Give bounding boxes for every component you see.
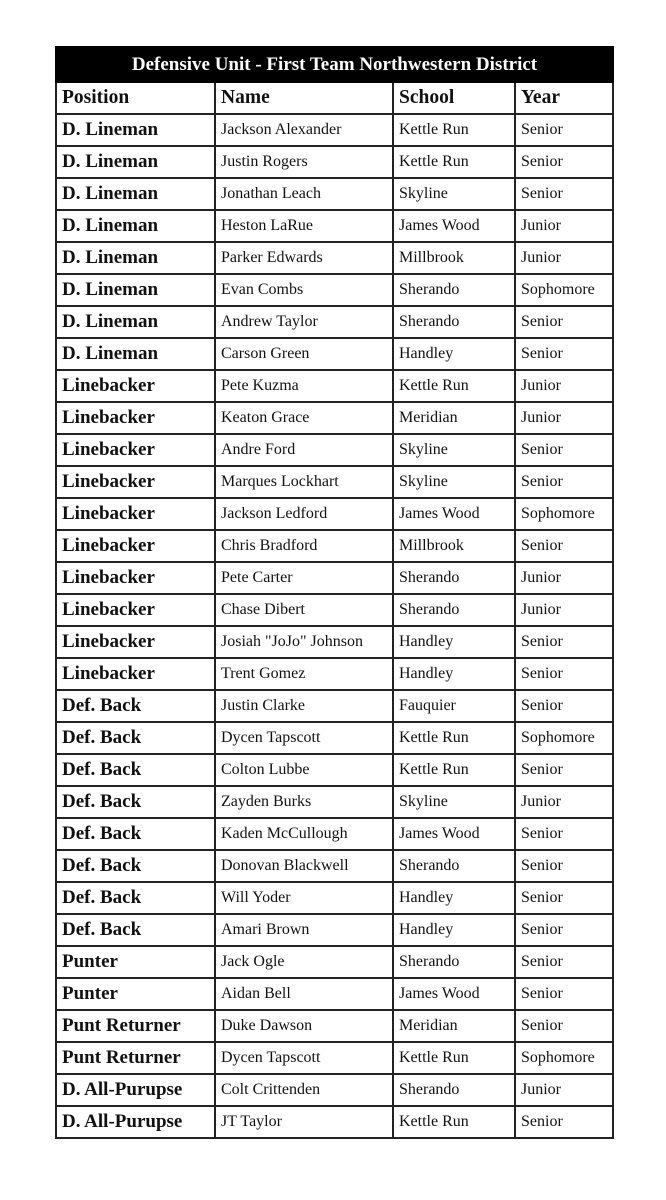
cell-name: Carson Green (215, 338, 393, 370)
cell-name: Pete Kuzma (215, 370, 393, 402)
cell-school: James Wood (393, 498, 515, 530)
table-row (56, 658, 613, 690)
cell-position: D. Lineman (56, 306, 215, 338)
cell-position: Punt Returner (56, 1010, 215, 1042)
cell-year: Sophomore (515, 722, 613, 754)
cell-school: Skyline (393, 466, 515, 498)
table-row (56, 850, 613, 882)
cell-school: Kettle Run (393, 722, 515, 754)
cell-position: Linebacker (56, 626, 215, 658)
cell-school: Handley (393, 914, 515, 946)
cell-year: Senior (515, 338, 613, 370)
cell-year: Junior (515, 402, 613, 434)
cell-year: Junior (515, 594, 613, 626)
cell-position: Punter (56, 946, 215, 978)
table-row (56, 882, 613, 914)
cell-position: Linebacker (56, 658, 215, 690)
table-row (56, 690, 613, 722)
cell-school: Handley (393, 882, 515, 914)
table-row (56, 594, 613, 626)
cell-school: Handley (393, 626, 515, 658)
cell-name: Trent Gomez (215, 658, 393, 690)
cell-name: Andre Ford (215, 434, 393, 466)
cell-year: Senior (515, 114, 613, 146)
cell-name: Aidan Bell (215, 978, 393, 1010)
table-row (56, 562, 613, 594)
cell-year: Senior (515, 658, 613, 690)
cell-position: D. All-Purupse (56, 1106, 215, 1138)
cell-position: Linebacker (56, 594, 215, 626)
cell-year: Senior (515, 466, 613, 498)
cell-position: D. Lineman (56, 338, 215, 370)
cell-year: Sophomore (515, 274, 613, 306)
cell-name: JT Taylor (215, 1106, 393, 1138)
cell-name: Evan Combs (215, 274, 393, 306)
table-row (56, 1106, 613, 1138)
cell-position: Def. Back (56, 882, 215, 914)
table-row (56, 434, 613, 466)
title-row (56, 47, 613, 82)
cell-position: Def. Back (56, 690, 215, 722)
cell-year: Sophomore (515, 1042, 613, 1074)
cell-year: Junior (515, 1074, 613, 1106)
table-row (56, 306, 613, 338)
cell-position: Def. Back (56, 786, 215, 818)
cell-year: Senior (515, 434, 613, 466)
table-row (56, 1010, 613, 1042)
table-row (56, 530, 613, 562)
table-row (56, 370, 613, 402)
cell-name: Donovan Blackwell (215, 850, 393, 882)
header-position: Position (56, 82, 215, 114)
roster-table (55, 46, 614, 1139)
cell-name: Colt Crittenden (215, 1074, 393, 1106)
cell-name: Josiah "JoJo" Johnson (215, 626, 393, 658)
table-row (56, 786, 613, 818)
table-row (56, 466, 613, 498)
table-row (56, 146, 613, 178)
cell-school: Sherando (393, 562, 515, 594)
cell-school: Sherando (393, 946, 515, 978)
cell-year: Senior (515, 178, 613, 210)
cell-school: Kettle Run (393, 146, 515, 178)
cell-school: Sherando (393, 1074, 515, 1106)
cell-school: Kettle Run (393, 114, 515, 146)
cell-year: Senior (515, 690, 613, 722)
cell-position: Def. Back (56, 818, 215, 850)
cell-year: Junior (515, 370, 613, 402)
table-row (56, 1042, 613, 1074)
cell-school: James Wood (393, 210, 515, 242)
table-row (56, 402, 613, 434)
cell-school: James Wood (393, 818, 515, 850)
cell-school: Skyline (393, 434, 515, 466)
cell-year: Junior (515, 242, 613, 274)
cell-year: Senior (515, 946, 613, 978)
cell-school: Skyline (393, 178, 515, 210)
cell-name: Parker Edwards (215, 242, 393, 274)
cell-name: Kaden McCullough (215, 818, 393, 850)
cell-year: Junior (515, 786, 613, 818)
header-year: Year (515, 82, 613, 114)
table-row (56, 1074, 613, 1106)
cell-school: Kettle Run (393, 1042, 515, 1074)
cell-position: D. Lineman (56, 178, 215, 210)
cell-name: Dycen Tapscott (215, 1042, 393, 1074)
table-row (56, 498, 613, 530)
cell-year: Senior (515, 146, 613, 178)
cell-school: Handley (393, 658, 515, 690)
cell-position: Punt Returner (56, 1042, 215, 1074)
cell-year: Senior (515, 882, 613, 914)
header-school: School (393, 82, 515, 114)
cell-position: Def. Back (56, 722, 215, 754)
cell-year: Senior (515, 626, 613, 658)
cell-position: Linebacker (56, 498, 215, 530)
cell-name: Pete Carter (215, 562, 393, 594)
cell-position: Def. Back (56, 850, 215, 882)
table-body (56, 114, 613, 1138)
cell-year: Senior (515, 306, 613, 338)
cell-school: Meridian (393, 402, 515, 434)
cell-name: Keaton Grace (215, 402, 393, 434)
table-row (56, 914, 613, 946)
cell-school: Sherando (393, 594, 515, 626)
cell-position: D. Lineman (56, 114, 215, 146)
cell-name: Zayden Burks (215, 786, 393, 818)
cell-school: Millbrook (393, 242, 515, 274)
table-row (56, 626, 613, 658)
cell-school: Sherando (393, 306, 515, 338)
table-row (56, 946, 613, 978)
table-row (56, 114, 613, 146)
cell-name: Will Yoder (215, 882, 393, 914)
cell-school: Kettle Run (393, 370, 515, 402)
header-name: Name (215, 82, 393, 114)
cell-name: Colton Lubbe (215, 754, 393, 786)
cell-year: Senior (515, 978, 613, 1010)
table-row (56, 274, 613, 306)
table-row (56, 978, 613, 1010)
cell-name: Jack Ogle (215, 946, 393, 978)
cell-position: Def. Back (56, 754, 215, 786)
cell-position: D. All-Purupse (56, 1074, 215, 1106)
cell-name: Chris Bradford (215, 530, 393, 562)
cell-name: Justin Rogers (215, 146, 393, 178)
cell-school: Skyline (393, 786, 515, 818)
cell-year: Senior (515, 850, 613, 882)
table-row (56, 818, 613, 850)
cell-year: Senior (515, 754, 613, 786)
cell-name: Amari Brown (215, 914, 393, 946)
cell-name: Dycen Tapscott (215, 722, 393, 754)
cell-school: Kettle Run (393, 754, 515, 786)
cell-year: Junior (515, 210, 613, 242)
cell-year: Senior (515, 1010, 613, 1042)
cell-year: Junior (515, 562, 613, 594)
cell-position: D. Lineman (56, 146, 215, 178)
table-row (56, 338, 613, 370)
cell-position: Linebacker (56, 370, 215, 402)
cell-name: Chase Dibert (215, 594, 393, 626)
cell-position: D. Lineman (56, 274, 215, 306)
table-row (56, 754, 613, 786)
cell-year: Senior (515, 530, 613, 562)
cell-position: Punter (56, 978, 215, 1010)
table-title: Defensive Unit - First Team Northwestern District (56, 47, 613, 82)
cell-school: Sherando (393, 850, 515, 882)
cell-year: Senior (515, 914, 613, 946)
cell-name: Justin Clarke (215, 690, 393, 722)
cell-school: Millbrook (393, 530, 515, 562)
cell-name: Heston LaRue (215, 210, 393, 242)
cell-school: Sherando (393, 274, 515, 306)
cell-year: Senior (515, 1106, 613, 1138)
table-row (56, 210, 613, 242)
cell-name: Jackson Ledford (215, 498, 393, 530)
cell-school: James Wood (393, 978, 515, 1010)
cell-school: Kettle Run (393, 1106, 515, 1138)
cell-school: Handley (393, 338, 515, 370)
cell-year: Senior (515, 818, 613, 850)
cell-position: Linebacker (56, 562, 215, 594)
cell-position: Def. Back (56, 914, 215, 946)
table-row (56, 178, 613, 210)
cell-school: Meridian (393, 1010, 515, 1042)
cell-position: D. Lineman (56, 242, 215, 274)
table-row (56, 242, 613, 274)
cell-name: Jackson Alexander (215, 114, 393, 146)
table-row (56, 722, 613, 754)
cell-name: Andrew Taylor (215, 306, 393, 338)
cell-position: Linebacker (56, 434, 215, 466)
cell-school: Fauquier (393, 690, 515, 722)
cell-position: D. Lineman (56, 210, 215, 242)
header-row (56, 82, 613, 114)
cell-year: Sophomore (515, 498, 613, 530)
cell-position: Linebacker (56, 402, 215, 434)
cell-position: Linebacker (56, 530, 215, 562)
cell-name: Duke Dawson (215, 1010, 393, 1042)
cell-name: Jonathan Leach (215, 178, 393, 210)
cell-name: Marques Lockhart (215, 466, 393, 498)
cell-position: Linebacker (56, 466, 215, 498)
